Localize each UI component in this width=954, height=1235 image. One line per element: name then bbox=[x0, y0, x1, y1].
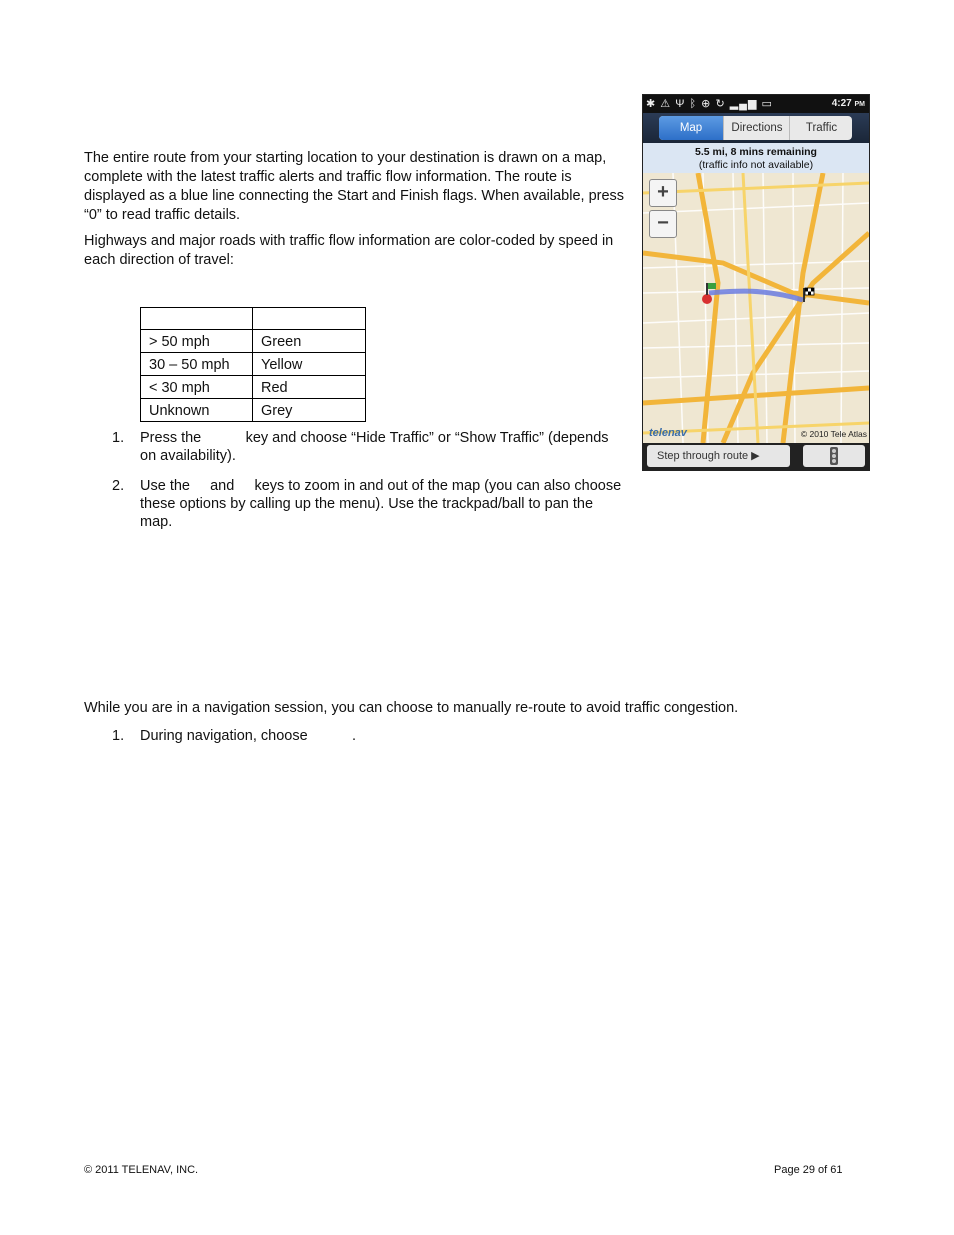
reroute-paragraph: While you are in a navigation session, you can choose to manually re-route to avoid traffic congestion. bbox=[84, 700, 739, 716]
table-cell-color: Green bbox=[253, 330, 366, 353]
traffic-color-paragraph: Highways and major roads with traffic flow information are color-coded by speed in each direction of travel: bbox=[84, 233, 614, 268]
table-header-cell bbox=[253, 308, 366, 330]
signal-icon: ▂▄▆ bbox=[729, 98, 758, 110]
zoom-out-button[interactable]: − bbox=[649, 210, 677, 238]
table-cell-color: Grey bbox=[253, 399, 366, 422]
tab-group bbox=[659, 116, 852, 140]
bottom-bar bbox=[643, 443, 869, 470]
list-text: During navigation, choose . bbox=[140, 728, 357, 744]
phone-screenshot bbox=[642, 94, 870, 471]
table-cell-speed: Unknown bbox=[141, 399, 253, 422]
table-row bbox=[141, 399, 366, 422]
route-map[interactable] bbox=[643, 173, 869, 443]
table-header-row bbox=[141, 308, 366, 330]
list-text: Press the key and choose “Hide Traffic” or “Show Traffic” (depends on availability). bbox=[140, 430, 613, 464]
list-number: 2. bbox=[112, 478, 125, 494]
telenav-logo: telenav bbox=[649, 427, 687, 439]
bluetooth-icon: ᛒ bbox=[689, 98, 698, 110]
table-row bbox=[141, 353, 366, 376]
tab-directions[interactable]: Directions bbox=[723, 116, 790, 140]
warning-icon: ⚠ bbox=[660, 98, 672, 110]
map-copyright: © 2010 Tele Atlas bbox=[800, 429, 867, 439]
notification-icon: ✱ bbox=[646, 98, 657, 110]
speed-color-table bbox=[140, 307, 366, 422]
list-number: 1. bbox=[112, 430, 125, 446]
gps-icon: ⊕ bbox=[701, 98, 712, 110]
traffic-light-icon bbox=[827, 446, 841, 466]
table-cell-speed: 30 – 50 mph bbox=[141, 353, 253, 376]
route-summary bbox=[643, 143, 869, 173]
route-distance-time: 5.5 mi, 8 mins remaining bbox=[695, 146, 817, 158]
table-cell-color: Yellow bbox=[253, 353, 366, 376]
battery-icon: ▭ bbox=[761, 98, 773, 110]
status-icons bbox=[646, 97, 773, 110]
table-header-cell bbox=[141, 308, 253, 330]
footer-page-number: Page 29 of 61 bbox=[774, 1164, 843, 1176]
table-row bbox=[141, 376, 366, 399]
table-cell-speed: > 50 mph bbox=[141, 330, 253, 353]
list-number: 1. bbox=[112, 728, 125, 744]
table-cell-color: Red bbox=[253, 376, 366, 399]
status-clock: 4:27 PM bbox=[831, 98, 865, 109]
intro-paragraph: The entire route from your starting location to your destination is drawn on a map, complete with the latest traffic alerts and traffic flow information. The route is displayed as a blue line connecting the Start and Finish flags. When available, press “0” to read traffic details. bbox=[84, 150, 625, 223]
footer-copyright: © 2011 TELENAV, INC. bbox=[84, 1164, 199, 1176]
table-row bbox=[141, 330, 366, 353]
usb-icon: Ψ bbox=[675, 98, 686, 110]
sync-icon: ↻ bbox=[715, 98, 726, 110]
traffic-info-status: (traffic info not available) bbox=[698, 159, 814, 171]
step-through-route-button[interactable]: Step through route ▶ bbox=[647, 445, 790, 467]
zoom-in-button[interactable]: + bbox=[649, 179, 677, 207]
status-bar bbox=[643, 95, 869, 113]
list-text: Use the and keys to zoom in and out of the map (you can also choose these options by calling up the menu). Use the trackpad/ball to pan the map. bbox=[140, 478, 626, 530]
tab-map[interactable]: Map bbox=[659, 116, 723, 140]
traffic-light-button[interactable] bbox=[803, 445, 865, 467]
table-cell-speed: < 30 mph bbox=[141, 376, 253, 399]
tab-bar bbox=[643, 113, 869, 143]
tab-traffic[interactable]: Traffic bbox=[789, 116, 852, 140]
